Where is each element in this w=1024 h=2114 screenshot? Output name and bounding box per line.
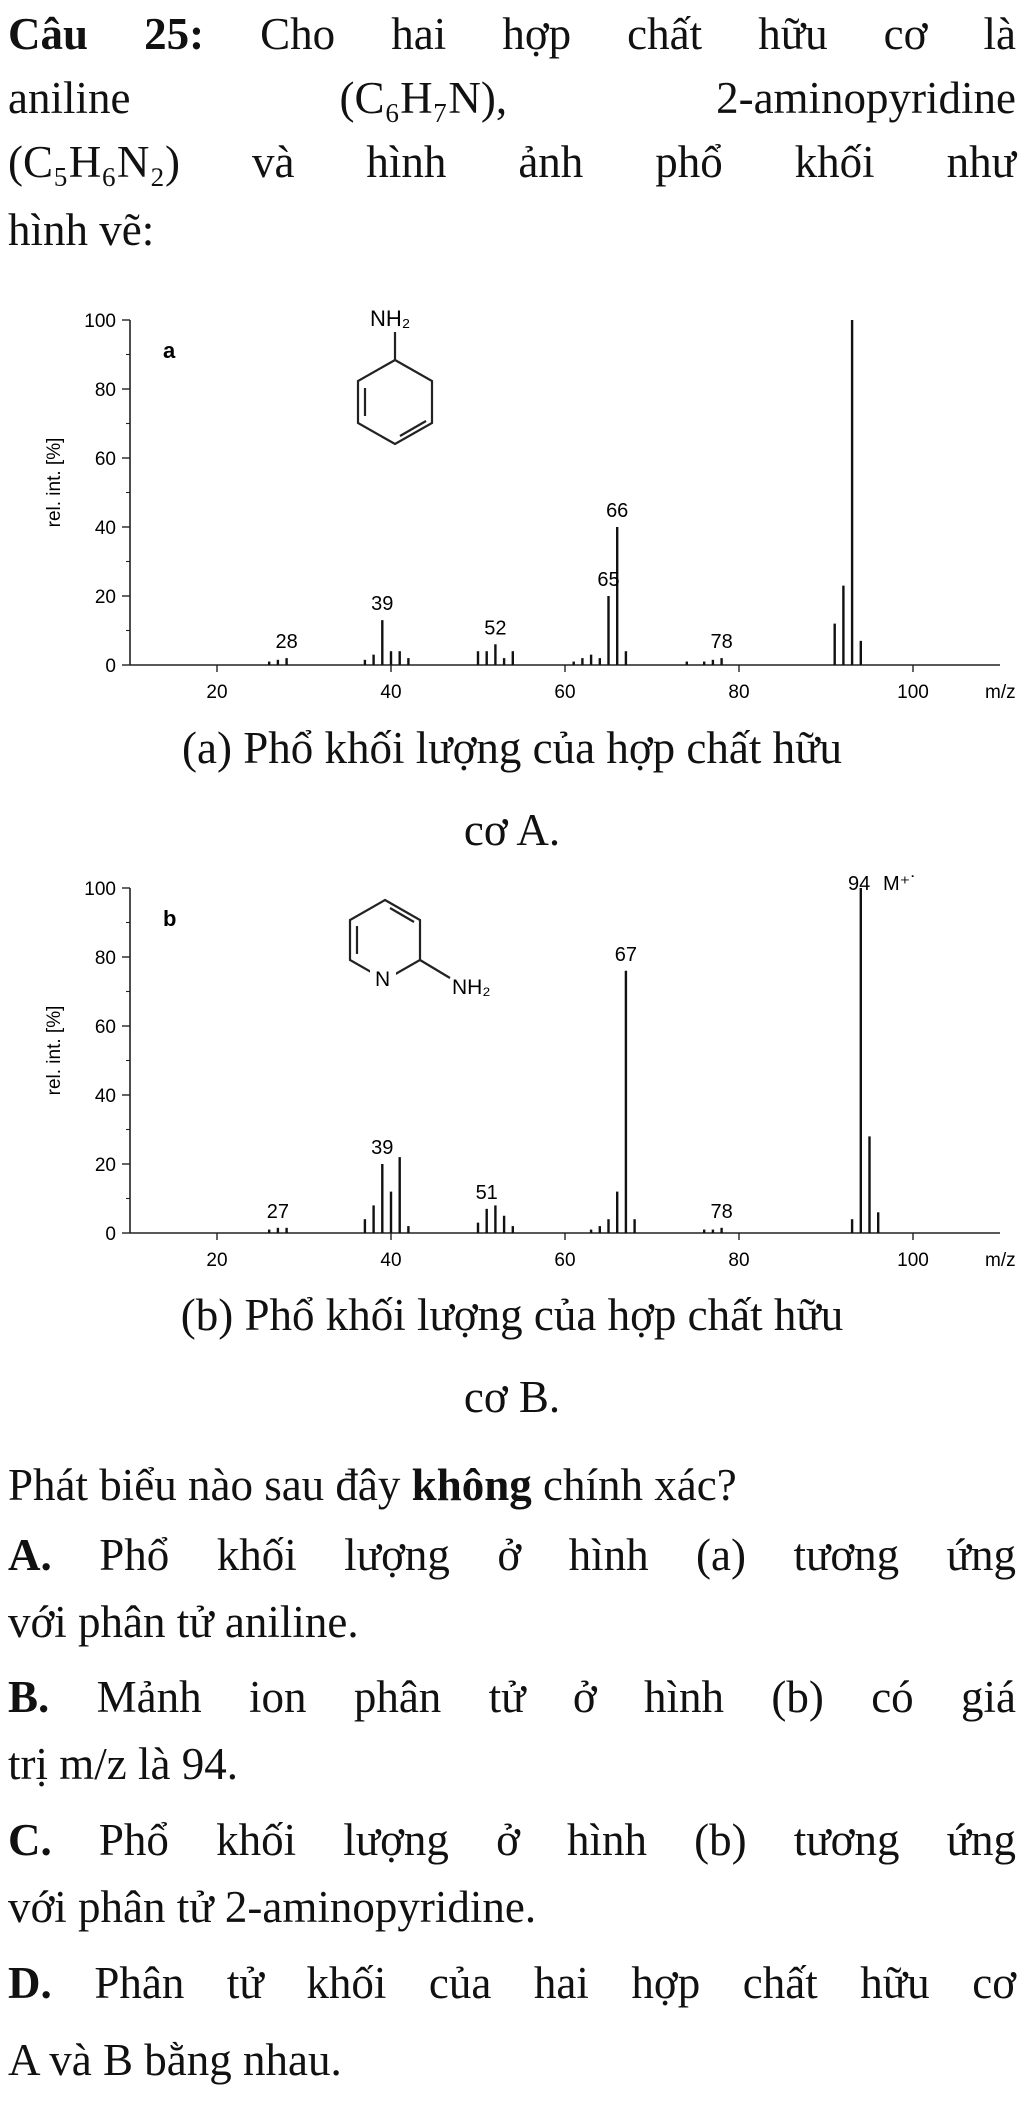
x-tick-label: 20 xyxy=(206,1250,228,1271)
y-tick-label: 0 xyxy=(105,656,116,677)
y-tick-label: 40 xyxy=(94,518,116,539)
mass-spectrum-b xyxy=(0,868,1024,1278)
chart-b-plot xyxy=(44,879,1016,1271)
option-d-text-2: A và B bằng nhau. xyxy=(8,2035,342,2085)
option-c-text-1: Phổ khối lượng ở hình (b) tương ứng xyxy=(98,1815,1016,1865)
option-b-text-1: Mảnh ion phân tử ở hình (b) có giá xyxy=(96,1672,1017,1722)
caption-a-line-2: cơ A. xyxy=(463,805,561,855)
peak-label-52: 52 xyxy=(484,617,507,640)
chart-a-plot xyxy=(44,311,1016,703)
option-a-text-1: Phổ khối lượng ở hình (a) tương ứng xyxy=(99,1530,1016,1580)
x-tick-label: 40 xyxy=(380,682,402,703)
option-d-text-1: Phân tử khối của hai hợp chất hữu cơ xyxy=(94,1958,1016,2008)
caption-b-line-1: (b) Phổ khối lượng của hợp chất hữu xyxy=(180,1290,844,1340)
peak-label-67: 67 xyxy=(614,943,638,966)
mass-spectrum-a xyxy=(0,300,1024,710)
question-text-4: hình vẽ: xyxy=(8,205,155,255)
caption-a-line-1: (a) Phổ khối lượng của hợp chất hữu xyxy=(182,723,842,773)
option-a-line-2 xyxy=(8,1592,1016,1652)
peak-label-39: 39 xyxy=(371,1137,394,1159)
y-tick-label: 80 xyxy=(94,948,116,969)
peak-label-27: 27 xyxy=(266,1200,290,1223)
option-c-line-2 xyxy=(8,1877,1016,1937)
prompt-emphasis: không xyxy=(411,1460,532,1510)
x-tick-label: 60 xyxy=(554,1250,576,1271)
aminopyridine-nh2-label: NH₂ xyxy=(452,976,491,999)
question-line-2 xyxy=(8,68,1016,128)
x-tick-label: 100 xyxy=(897,682,929,703)
compound-a-formula: (C₆H₇N), xyxy=(339,73,508,123)
question-text-1: Cho hai hợp chất hữu cơ là xyxy=(260,9,1016,59)
option-b-line-2 xyxy=(8,1734,1016,1794)
y-tick-label: 60 xyxy=(94,1017,116,1038)
molecular-ion-value: 94 xyxy=(848,873,871,895)
option-a-line-1[interactable] xyxy=(8,1525,1016,1585)
compound-b-formula: (C₅H₆N₂) xyxy=(8,137,181,187)
x-tick-label: 80 xyxy=(728,682,750,703)
prompt-line xyxy=(8,1455,1016,1515)
option-a-text-2: với phân tử aniline. xyxy=(8,1597,359,1647)
pyridine-n-label: N xyxy=(375,968,391,991)
option-d-label: D. xyxy=(8,1958,52,2008)
option-b-line-1[interactable] xyxy=(8,1667,1016,1727)
panel-b-letter: b xyxy=(163,906,177,931)
x-tick-label: 60 xyxy=(554,682,576,703)
aminopyridine-structure xyxy=(350,900,450,980)
prompt-tail: chính xác? xyxy=(543,1460,737,1510)
y-axis-label: rel. int. [%] xyxy=(44,1005,65,1096)
question-number: Câu 25: xyxy=(8,9,205,59)
x-tick-label: 20 xyxy=(206,682,228,703)
y-tick-label: 80 xyxy=(94,380,116,401)
question-line-4 xyxy=(8,200,1016,260)
prompt-lead: Phát biểu nào sau đây xyxy=(8,1460,401,1510)
question-line-3 xyxy=(8,132,1016,192)
peak-label-78: 78 xyxy=(710,631,733,654)
molecular-ion-symbol: M⁺˙ xyxy=(883,873,917,895)
x-tick-label: 100 xyxy=(897,1250,929,1271)
caption-b-line-2: cơ B. xyxy=(463,1372,561,1422)
y-tick-label: 100 xyxy=(84,879,116,900)
compound-a-name: aniline xyxy=(8,73,131,123)
y-tick-label: 60 xyxy=(94,449,116,470)
x-axis-label: m/z xyxy=(985,682,1016,703)
panel-a-letter: a xyxy=(163,338,176,363)
compound-b-name: 2-aminopyridine xyxy=(716,73,1017,123)
option-c-line-1[interactable] xyxy=(8,1810,1016,1870)
peak-label-28: 28 xyxy=(275,631,298,654)
peak-label-51: 51 xyxy=(475,1181,498,1204)
option-c-text-2: với phân tử 2-aminopyridine. xyxy=(8,1882,537,1932)
option-a-label: A. xyxy=(8,1530,52,1580)
option-b-label: B. xyxy=(8,1672,50,1722)
x-axis-label: m/z xyxy=(985,1250,1016,1271)
y-tick-label: 40 xyxy=(94,1086,116,1107)
option-d-line-1[interactable] xyxy=(8,1953,1016,2013)
question-text-3: và hình ảnh phổ khối như xyxy=(251,137,1016,187)
aniline-nh2-label: NH₂ xyxy=(370,306,411,331)
y-tick-label: 20 xyxy=(94,587,116,608)
x-tick-label: 40 xyxy=(380,1250,402,1271)
aniline-structure xyxy=(358,332,432,444)
peak-label-39: 39 xyxy=(371,593,394,616)
x-tick-label: 80 xyxy=(728,1250,750,1271)
peak-label-65: 65 xyxy=(597,569,620,591)
option-c-label: C. xyxy=(8,1815,52,1865)
peak-label-78: 78 xyxy=(710,1200,733,1223)
peak-label-66: 66 xyxy=(606,500,629,522)
y-tick-label: 0 xyxy=(105,1224,116,1245)
option-d-line-2 xyxy=(8,2030,1016,2090)
option-b-text-2: trị m/z là 94. xyxy=(8,1739,238,1789)
y-axis-label: rel. int. [%] xyxy=(44,437,65,528)
question-line-1 xyxy=(8,4,1016,64)
y-tick-label: 100 xyxy=(84,311,116,332)
y-tick-label: 20 xyxy=(94,1155,116,1176)
